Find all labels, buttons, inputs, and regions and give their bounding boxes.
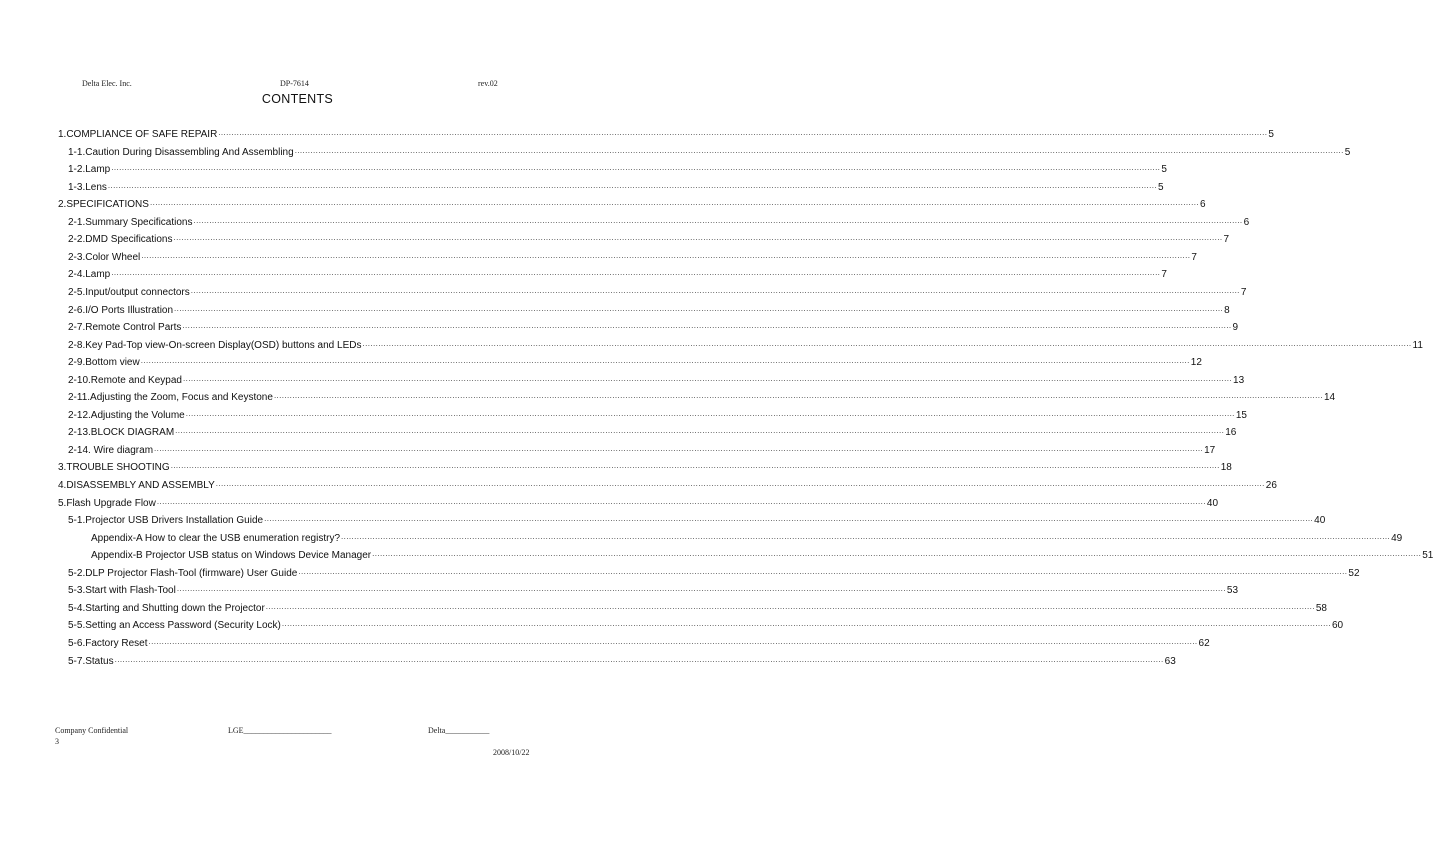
toc-entry-page-number: 51 xyxy=(1422,550,1433,562)
footer-lge-signature: LGE______________________ xyxy=(228,726,332,735)
toc-dot-leader: ................................................................................................................................................................................................................................................................................................................................................................................................................ xyxy=(182,373,1233,383)
toc-entry-page-number: 60 xyxy=(1331,620,1344,632)
toc-entry[interactable] xyxy=(91,528,1403,544)
toc-dot-leader: ................................................................................................................................................................................................................................................................................................................................................................................................................ xyxy=(215,479,1265,488)
toc-entry-label: 2-4.Lamp xyxy=(68,269,111,281)
toc-entry-page-number: 40 xyxy=(1206,497,1219,509)
toc-entry-page-number: 12 xyxy=(1190,357,1202,369)
toc-entry[interactable] xyxy=(68,580,1239,597)
toc-dot-leader: ................................................................................................................................................................................................................................................................................................................................................................................................................ xyxy=(182,321,1232,331)
toc-entry-page-number: 40 xyxy=(1314,515,1326,527)
toc-entry-label: 2-3.Color Wheel xyxy=(68,251,141,263)
toc-entry[interactable] xyxy=(68,651,1176,667)
toc-dot-leader: ................................................................................................................................................................................................................................................................................................................................................................................................................ xyxy=(193,215,1243,225)
toc-entry[interactable] xyxy=(68,212,1250,228)
toc-entry[interactable] xyxy=(68,352,1202,369)
header-company: Delta Elec. Inc. xyxy=(82,79,132,88)
toc-entry[interactable] xyxy=(68,633,1210,649)
toc-entry[interactable] xyxy=(68,422,1237,439)
toc-entry-page-number: 6 xyxy=(1243,216,1250,228)
toc-dot-leader: ................................................................................................................................................................................................................................................................................................................................................................................................................ xyxy=(218,128,1268,137)
toc-entry-label: 2-1.Summary Specifications xyxy=(68,216,193,228)
toc-entry-label: 2-2.DMD Specifications xyxy=(68,234,173,246)
toc-entry[interactable] xyxy=(68,405,1247,421)
toc-entry-page-number: 6 xyxy=(1200,199,1206,211)
toc-entry-label: 2-5.Input/output connectors xyxy=(68,286,190,298)
toc-entry-page-number: 8 xyxy=(1224,304,1230,316)
toc-dot-leader: ................................................................................................................................................................................................................................................................................................................................................................................................................ xyxy=(298,566,1348,576)
toc-entry-label: 2-9.Bottom view xyxy=(68,357,140,369)
toc-entry[interactable] xyxy=(68,300,1230,316)
toc-entry[interactable] xyxy=(58,457,1232,474)
toc-entry-label: 5-3.Start with Flash-Tool xyxy=(68,585,176,597)
toc-entry-page-number: 16 xyxy=(1225,427,1237,439)
toc-entry-label: 2-11.Adjusting the Zoom, Focus and Keystone xyxy=(68,392,273,404)
toc-entry[interactable] xyxy=(58,194,1206,211)
toc-dot-leader: ................................................................................................................................................................................................................................................................................................................................................................................................................ xyxy=(265,601,1315,611)
toc-entry-page-number: 5 xyxy=(1344,146,1351,158)
toc-entry-label: Appendix-A How to clear the USB enumeration registry? xyxy=(91,532,341,544)
toc-entry-label: 5-7.Status xyxy=(68,655,114,667)
footer-confidential: Company Confidential xyxy=(55,726,129,735)
toc-entry-label: 2-12.Adjusting the Volume xyxy=(68,409,185,421)
toc-entry[interactable] xyxy=(68,370,1245,386)
toc-entry[interactable] xyxy=(68,387,1336,404)
footer-page-number: 3 xyxy=(55,737,59,746)
toc-entry[interactable] xyxy=(91,545,1433,562)
toc-entry-page-number: 11 xyxy=(1412,339,1423,351)
toc-dot-leader: ................................................................................................................................................................................................................................................................................................................................................................................................................ xyxy=(156,496,1206,506)
toc-entry-label: 4.DISASSEMBLY AND ASSEMBLY xyxy=(58,480,215,491)
toc-entry[interactable] xyxy=(68,142,1351,158)
toc-dot-leader: ................................................................................................................................................................................................................................................................................................................................................................................................................ xyxy=(273,391,1323,401)
toc-entry-label: 1.COMPLIANCE OF SAFE REPAIR xyxy=(58,129,218,140)
toc-entry-label: 3.TROUBLE SHOOTING xyxy=(58,462,170,474)
toc-entry-label: 5-4.Starting and Shutting down the Projector xyxy=(68,602,265,614)
toc-entry[interactable] xyxy=(58,475,1277,491)
toc-entry-page-number: 49 xyxy=(1391,532,1403,544)
toc-entry-label: 2-10.Remote and Keypad xyxy=(68,374,182,386)
toc-entry-page-number: 7 xyxy=(1161,269,1167,281)
toc-entry-page-number: 62 xyxy=(1198,637,1210,649)
toc-entry-label: 2.SPECIFICATIONS xyxy=(58,199,149,211)
toc-entry[interactable] xyxy=(68,159,1167,176)
toc-dot-leader: ................................................................................................................................................................................................................................................................................................................................................................................................................ xyxy=(362,338,1412,348)
toc-entry[interactable] xyxy=(68,510,1326,527)
toc-entry-page-number: 5 xyxy=(1157,181,1164,193)
toc-entry[interactable] xyxy=(68,598,1327,614)
header-model: DP-7614 xyxy=(280,79,309,88)
toc-entry-page-number: 5 xyxy=(1268,129,1274,140)
toc-entry[interactable] xyxy=(68,229,1230,246)
toc-dot-leader: ................................................................................................................................................................................................................................................................................................................................................................................................................ xyxy=(341,531,1391,541)
toc-entry-page-number: 14 xyxy=(1324,392,1336,404)
toc-entry[interactable] xyxy=(68,282,1247,298)
toc-dot-leader: ................................................................................................................................................................................................................................................................................................................................................................................................................ xyxy=(174,303,1224,313)
toc-entry-page-number: 53 xyxy=(1226,585,1239,597)
toc-entry[interactable] xyxy=(58,493,1219,509)
toc-entry-label: Appendix-B Projector USB status on Windows Device Manager xyxy=(91,550,372,562)
toc-dot-leader: ................................................................................................................................................................................................................................................................................................................................................................................................................ xyxy=(175,426,1225,436)
toc-dot-leader: ................................................................................................................................................................................................................................................................................................................................................................................................................ xyxy=(190,285,1240,295)
toc-entry-label: 5-2.DLP Projector Flash-Tool (firmware) User Guide xyxy=(68,567,298,579)
toc-entry-page-number: 7 xyxy=(1240,286,1247,298)
toc-dot-leader: ................................................................................................................................................................................................................................................................................................................................................................................................................ xyxy=(107,180,1157,190)
page-title: CONTENTS xyxy=(261,92,334,106)
toc-dot-leader: ................................................................................................................................................................................................................................................................................................................................................................................................................ xyxy=(114,654,1164,664)
toc-entry-label: 5.Flash Upgrade Flow xyxy=(58,497,156,509)
toc-dot-leader: ................................................................................................................................................................................................................................................................................................................................................................................................................ xyxy=(140,356,1190,366)
toc-entry-label: 2-8.Key Pad-Top view-On-screen Display(OSD) buttons and LEDs xyxy=(68,339,362,351)
toc-entry-page-number: 58 xyxy=(1315,602,1327,614)
toc-entry[interactable] xyxy=(68,264,1167,281)
toc-entry-label: 1-1.Caution During Disassembling And Assembling xyxy=(68,146,294,158)
toc-entry-page-number: 26 xyxy=(1265,480,1277,491)
toc-entry[interactable] xyxy=(68,615,1344,632)
toc-dot-leader: ................................................................................................................................................................................................................................................................................................................................................................................................................ xyxy=(294,145,1344,155)
toc-entry[interactable] xyxy=(68,177,1164,193)
toc-entry[interactable] xyxy=(68,317,1239,334)
footer-date: 2008/10/22 xyxy=(493,748,530,757)
toc-entry-page-number: 9 xyxy=(1232,322,1239,334)
toc-entry-page-number: 5 xyxy=(1161,164,1167,176)
toc-entry-label: 2-6.I/O Ports Illustration xyxy=(68,304,174,316)
toc-dot-leader: ................................................................................................................................................................................................................................................................................................................................................................................................................ xyxy=(170,461,1220,471)
toc-dot-leader: ................................................................................................................................................................................................................................................................................................................................................................................................................ xyxy=(111,268,1161,278)
toc-dot-leader: ................................................................................................................................................................................................................................................................................................................................................................................................................ xyxy=(185,408,1235,418)
toc-dot-leader: ................................................................................................................................................................................................................................................................................................................................................................................................................ xyxy=(141,250,1191,260)
toc-entry-label: 2-13.BLOCK DIAGRAM xyxy=(68,427,175,439)
toc-entry-label: 5-1.Projector USB Drivers Installation Guide xyxy=(68,515,264,527)
toc-entry-page-number: 18 xyxy=(1220,462,1232,474)
toc-dot-leader: ................................................................................................................................................................................................................................................................................................................................................................................................................ xyxy=(173,233,1223,243)
toc-entry[interactable] xyxy=(68,247,1197,263)
toc-dot-leader: ................................................................................................................................................................................................................................................................................................................................................................................................................ xyxy=(111,163,1161,173)
toc-entry-label: 2-14. Wire diagram xyxy=(68,444,154,456)
toc-entry-page-number: 52 xyxy=(1348,567,1360,579)
toc-entry-page-number: 13 xyxy=(1233,374,1245,386)
toc-entry-label: 1-2.Lamp xyxy=(68,164,111,176)
toc-entry-page-number: 63 xyxy=(1164,655,1176,667)
toc-entry-page-number: 15 xyxy=(1235,409,1247,421)
toc-entry-page-number: 7 xyxy=(1191,251,1197,263)
toc-entry-label: 1-3.Lens xyxy=(68,181,107,193)
toc-entry[interactable] xyxy=(58,124,1274,140)
toc-entry-page-number: 17 xyxy=(1204,444,1216,456)
toc-entry[interactable] xyxy=(68,440,1216,456)
toc-entry-label: 2-7.Remote Control Parts xyxy=(68,322,182,334)
footer-delta-signature: Delta___________ xyxy=(428,726,490,735)
toc-dot-leader: ................................................................................................................................................................................................................................................................................................................................................................................................................ xyxy=(148,636,1198,646)
toc-dot-leader: ................................................................................................................................................................................................................................................................................................................................................................................................................ xyxy=(281,619,1331,629)
toc-entry-page-number: 7 xyxy=(1223,234,1230,246)
toc-dot-leader: ................................................................................................................................................................................................................................................................................................................................................................................................................ xyxy=(264,514,1314,524)
toc-dot-leader: ................................................................................................................................................................................................................................................................................................................................................................................................................ xyxy=(154,443,1204,453)
toc-entry-label: 5-6.Factory Reset xyxy=(68,637,148,649)
toc-entry[interactable] xyxy=(68,335,1423,351)
toc-dot-leader: ................................................................................................................................................................................................................................................................................................................................................................................................................ xyxy=(149,198,1200,208)
toc-entry-label: 5-5.Setting an Access Password (Security Lock) xyxy=(68,620,281,632)
toc-entry[interactable] xyxy=(68,563,1360,579)
header-revision: rev.02 xyxy=(478,79,498,88)
toc-dot-leader: ................................................................................................................................................................................................................................................................................................................................................................................................................ xyxy=(176,584,1226,594)
toc-dot-leader: ................................................................................................................................................................................................................................................................................................................................................................................................................ xyxy=(372,549,1422,559)
